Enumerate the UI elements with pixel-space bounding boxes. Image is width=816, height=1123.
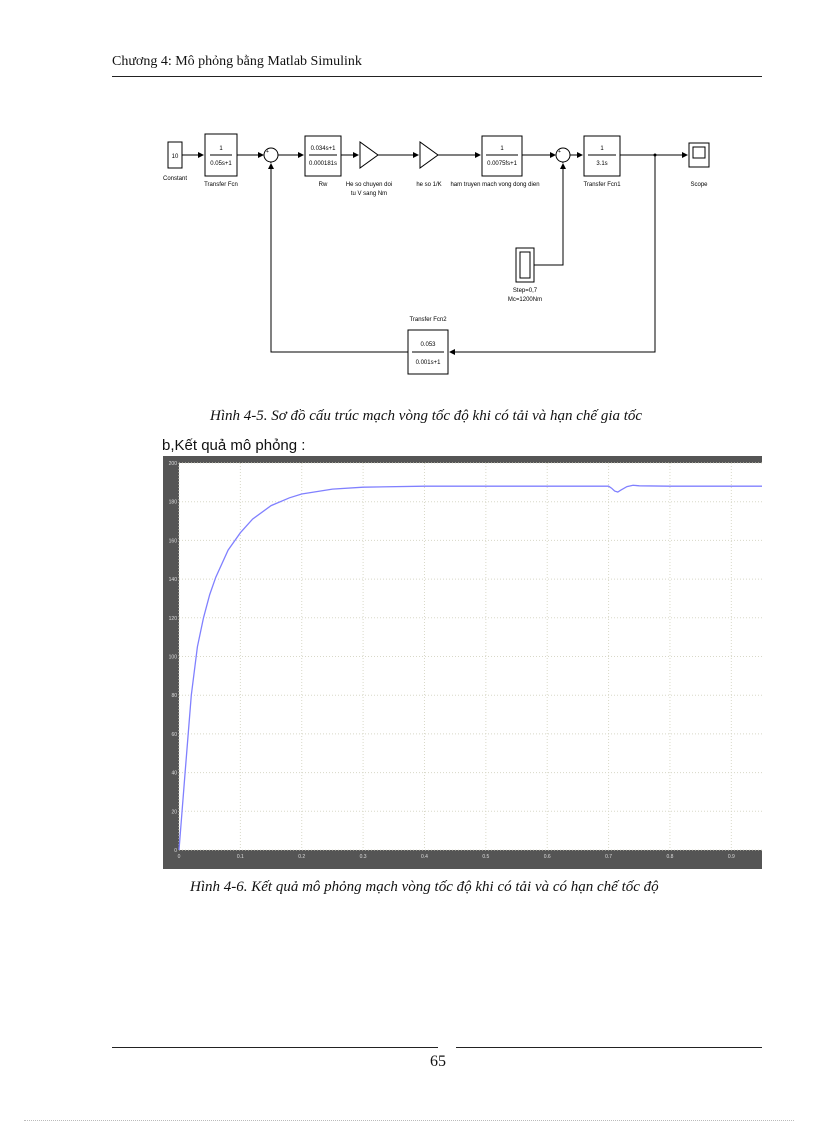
header-rule bbox=[112, 76, 762, 77]
x-tick-label: 0 bbox=[177, 854, 181, 860]
constant-label: Constant bbox=[162, 176, 188, 182]
svg-text:-: - bbox=[270, 160, 272, 166]
y-tick-label: 140 bbox=[168, 577, 177, 584]
y-tick-label: 20 bbox=[171, 809, 177, 816]
scope-label: Scope bbox=[690, 182, 708, 188]
svg-text:-: - bbox=[562, 160, 564, 166]
y-tick-label: 160 bbox=[168, 538, 177, 545]
rw-num: 0.034s+1 bbox=[310, 146, 336, 152]
x-tick-label: 0.4 bbox=[420, 854, 428, 860]
transfer-fcn1-label: Transfer Fcn1 bbox=[583, 182, 621, 188]
section-subheading: b,Kết quả mô phỏng : bbox=[162, 437, 306, 454]
x-tick-label: 0.6 bbox=[543, 854, 551, 860]
footer-rule-left bbox=[112, 1047, 438, 1048]
figure-caption-4-6: Hình 4-6. Kết quả mô phỏng mạch vòng tốc độ khi có tải và có hạn chế tốc độ bbox=[190, 879, 659, 895]
transfer-fcn1-num: 1 bbox=[600, 146, 604, 152]
transfer-fcn1-block bbox=[584, 136, 620, 176]
y-tick-label: 60 bbox=[171, 731, 177, 738]
current-loop-den: 0.0075fs+1 bbox=[487, 161, 517, 167]
y-tick-label: 180 bbox=[168, 499, 177, 506]
gain-block-1 bbox=[360, 142, 378, 168]
x-tick-label: 0.9 bbox=[727, 854, 735, 860]
svg-text:+: + bbox=[266, 149, 269, 155]
y-tick-label: 200 bbox=[168, 461, 177, 467]
page-header: Chương 4: Mô phỏng bằng Matlab Simulink bbox=[112, 54, 362, 69]
transfer-fcn1-den: 3.1s bbox=[596, 161, 608, 167]
constant-value: 10 bbox=[171, 154, 179, 160]
x-tick-label: 0.5 bbox=[482, 854, 490, 860]
gain1-label-line1: He so chuyen doi bbox=[345, 182, 393, 188]
simulation-plot bbox=[163, 456, 762, 869]
y-tick-label: 80 bbox=[171, 693, 177, 700]
rw-block bbox=[305, 136, 341, 176]
y-tick-label: 100 bbox=[168, 654, 177, 661]
gain1-label-line2: tu V sang Nm bbox=[350, 191, 388, 197]
transfer-fcn-num: 1 bbox=[219, 146, 223, 152]
simulink-diagram bbox=[150, 120, 730, 390]
rw-den: 0.000181s bbox=[308, 161, 338, 167]
transfer-fcn2-num: 0.053 bbox=[420, 342, 436, 348]
page-number: 65 bbox=[430, 1053, 446, 1070]
transfer-fcn-den: 0.05s+1 bbox=[210, 161, 232, 167]
x-tick-label: 0.3 bbox=[359, 854, 367, 860]
y-tick-label: 40 bbox=[171, 770, 177, 777]
footer-rule-right bbox=[456, 1047, 762, 1048]
step-label-line2: Mc=1200Nm bbox=[507, 297, 543, 303]
current-loop-block bbox=[482, 136, 522, 176]
figure-caption-4-5: Hình 4-5. Sơ đồ cấu trúc mạch vòng tốc độ khi có tải và hạn chế gia tốc bbox=[210, 408, 643, 424]
y-tick-label: 0 bbox=[174, 848, 177, 854]
rw-label: Rw bbox=[318, 182, 328, 188]
x-tick-label: 0.7 bbox=[605, 854, 613, 860]
gain-block-2 bbox=[420, 142, 438, 168]
y-tick-label: 120 bbox=[168, 615, 177, 622]
x-tick-label: 0.2 bbox=[298, 854, 306, 860]
step-label-line1: Step=0,7 bbox=[512, 288, 538, 294]
current-loop-num: 1 bbox=[500, 146, 504, 152]
svg-text:+: + bbox=[558, 149, 561, 155]
page-edge-dots bbox=[24, 1120, 794, 1121]
current-loop-label: ham truyen mach vong dong dien bbox=[450, 182, 540, 188]
x-tick-label: 0.8 bbox=[666, 854, 674, 860]
transfer-fcn2-label: Transfer Fcn2 bbox=[409, 317, 447, 323]
transfer-fcn-label: Transfer Fcn bbox=[204, 182, 238, 188]
transfer-fcn2-den: 0.001s+1 bbox=[415, 360, 441, 366]
gain2-label: he so 1/K bbox=[416, 182, 442, 188]
x-tick-label: 0.1 bbox=[236, 854, 244, 860]
